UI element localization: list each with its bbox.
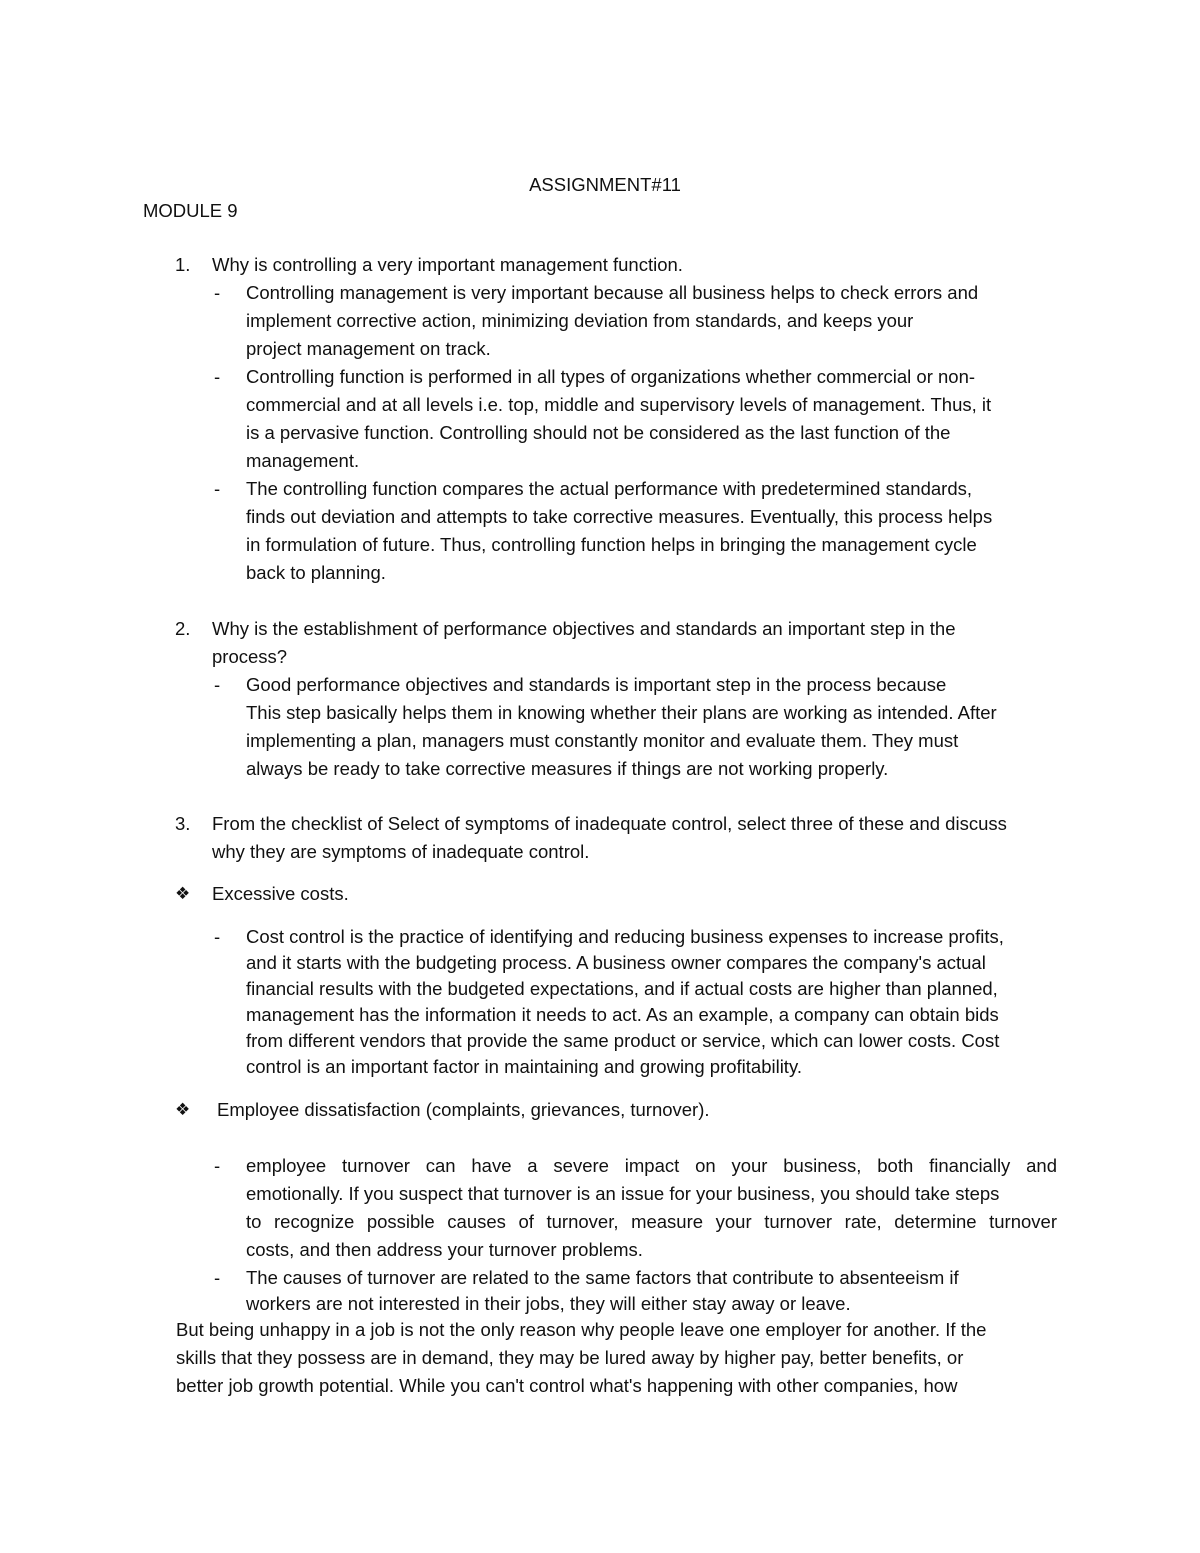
closing-line1: But being unhappy in a job is not the only reason why people leave one employer for another. If the — [176, 1319, 987, 1340]
q2-question-line2: process? — [212, 646, 288, 667]
costs-line3: financial results with the budgeted expectations, and if actual costs are higher than planned, — [246, 978, 998, 999]
q1-b1-line3: project management on track. — [246, 338, 491, 359]
q2-question-line1: Why is the establishment of performance objectives and standards an important step in the — [212, 618, 956, 639]
q1-b2-line2: commercial and at all levels i.e. top, middle and supervisory levels of management. Thus, it — [246, 394, 992, 415]
employee-b1-line4: costs, and then address your turnover problems. — [246, 1239, 643, 1260]
costs-line5: from different vendors that provide the same product or service, which can lower costs. Cost — [246, 1030, 1000, 1051]
q1-b1-dash: - — [214, 282, 221, 303]
costs-line1: Cost control is the practice of identifying and reducing business expenses to increase profits, — [246, 926, 1004, 947]
q1-question: Why is controlling a very important management function. — [212, 254, 683, 275]
costs-line6: control is an important factor in maintaining and growing profitability. — [246, 1056, 802, 1077]
q3-question-line1: From the checklist of Select of symptoms of inadequate control, select three of these and discuss — [212, 813, 1007, 834]
closing-line2: skills that they possess are in demand, they may be lured away by higher pay, better benefits, or — [176, 1347, 964, 1368]
q2-b1-line3: implementing a plan, managers must constantly monitor and evaluate them. They must — [246, 730, 959, 751]
diamond-bullet-icon: ❖ — [175, 884, 191, 903]
q1-number: 1. — [175, 254, 191, 275]
q1-b3-line3: in formulation of future. Thus, controlling function helps in bringing the management cycle — [246, 534, 977, 555]
q1-b2-line3: is a pervasive function. Controlling should not be considered as the last function of the — [246, 422, 951, 443]
q1-b3-line1: The controlling function compares the actual performance with predetermined standards, — [246, 478, 972, 499]
costs-dash: - — [214, 926, 221, 947]
diamond-bullet-icon: ❖ — [175, 1100, 191, 1119]
q1-b2-dash: - — [214, 366, 221, 387]
employee-b1-line2: emotionally. If you suspect that turnover is an issue for your business, you should take steps — [246, 1183, 1000, 1204]
q2-b1-line2: This step basically helps them in knowing whether their plans are working as intended. After — [246, 702, 997, 723]
q1-b2-line1: Controlling function is performed in all types of organizations whether commercial or non- — [246, 366, 976, 387]
q2-b1-line4: always be ready to take corrective measures if things are not working properly. — [246, 758, 889, 779]
q1-b3-line4: back to planning. — [246, 562, 386, 583]
employee-b1-line1: employee turnover can have a severe impact on your business, both financially and — [246, 1155, 1057, 1176]
q3-number: 3. — [175, 813, 191, 834]
employee-b2-line1: The causes of turnover are related to the same factors that contribute to absenteeism if — [246, 1267, 959, 1288]
q3-question-line2: why they are symptoms of inadequate control. — [212, 841, 590, 862]
q1-b1-line2: implement corrective action, minimizing deviation from standards, and keeps your — [246, 310, 914, 331]
employee-b2-dash: - — [214, 1267, 221, 1288]
closing-line3: better job growth potential. While you can't control what's happening with other companies, how — [176, 1375, 958, 1396]
q2-number: 2. — [175, 618, 191, 639]
q2-b1-dash: - — [214, 674, 221, 695]
module-label: MODULE 9 — [143, 200, 238, 221]
costs-line4: management has the information it needs to act. As an example, a company can obtain bids — [246, 1004, 999, 1025]
costs-line2: and it starts with the budgeting process. A business owner compares the company's actual — [246, 952, 986, 973]
q2-b1-line1: Good performance objectives and standards is important step in the process because — [246, 674, 947, 695]
q1-b2-line4: management. — [246, 450, 360, 471]
employee-b1-line3: to recognize possible causes of turnover, measure your turnover rate, determine turnover — [246, 1211, 1057, 1232]
page-title: ASSIGNMENT#11 — [529, 174, 681, 195]
employee-heading: Employee dissatisfaction (complaints, grievances, turnover). — [217, 1099, 710, 1120]
employee-b1-dash: - — [214, 1155, 221, 1176]
q1-b3-line2: finds out deviation and attempts to take corrective measures. Eventually, this process helps — [246, 506, 993, 527]
q1-b3-dash: - — [214, 478, 221, 499]
q1-b1-line1: Controlling management is very important because all business helps to check errors and — [246, 282, 979, 303]
employee-b2-line2: workers are not interested in their jobs, they will either stay away or leave. — [246, 1293, 851, 1314]
costs-heading: Excessive costs. — [212, 883, 349, 904]
